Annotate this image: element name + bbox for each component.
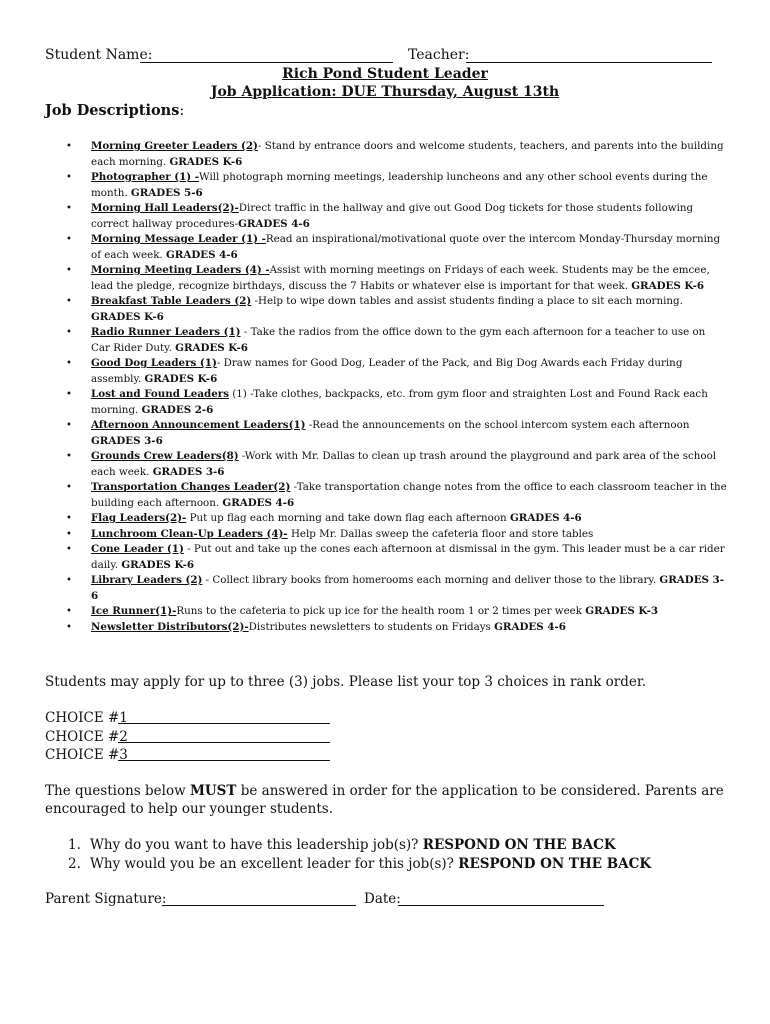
job-item [62,511,727,527]
job-item [62,449,727,480]
bullet-icon: • [66,389,72,400]
job-item [62,139,727,170]
job-descriptions-heading [45,102,184,119]
job-name: Morning Greeter Leaders (2) [91,140,258,152]
job-name: Radio Runner Leaders (1) [91,326,241,338]
job-description: Runs to the cafeteria to pick up ice for the health room 1 or 2 times per week [176,605,586,617]
teacher-label: Teacher: [408,47,470,63]
bullet-icon: • [66,575,72,586]
choice-row-1 [45,709,128,728]
job-item [62,325,727,356]
job-item [62,356,727,387]
teacher-name-line[interactable] [466,47,712,63]
job-grades: GRADES 4-6 [509,512,582,524]
question-respond-2: RESPOND ON THE BACK [458,855,652,872]
question-text-2: Why would you be an excellent leader for this job(s)? [90,855,459,872]
form-subtitle [0,84,770,100]
header-fields-row [45,47,725,67]
questions-intro [45,782,735,818]
job-grades: GRADES 4-6 [222,496,295,509]
job-grades: GRADES K-6 [169,155,243,168]
job-name: Breakfast Table Leaders (2) [91,295,252,307]
job-name: Library Leaders (2) [91,574,203,586]
signature-row [45,891,725,911]
question-respond-1: RESPOND ON THE BACK [422,837,616,853]
job-item [62,418,727,449]
bullet-icon: • [66,528,72,540]
job-description: - Take the radios from the office down to the gym each afternoon for a teacher to use on Car Rider Duty. [91,326,706,354]
job-name: Grounds Crew Leaders(8) [91,450,239,462]
job-item [62,170,727,201]
bullet-icon: • [66,327,72,338]
choices-block [45,709,128,765]
job-grades: GRADES 5-6 [130,186,203,199]
job-item [62,201,727,232]
job-description: Put up flag each morning and take down flag each afternoon [186,512,510,524]
title-line-2: Job Application: DUE Thursday, August 13th [210,84,560,100]
job-name: Transportation Changes Leader(2) [91,481,291,493]
job-name: Newsletter Distributors(2)- [91,620,249,633]
job-description: Assist with morning meetings on Fridays of each week. Students may be the emcee, lead the pledge, recognize birthdays, discuss the 7 Habits or whatever else is important for that week. [91,264,710,292]
question-number-2: 2. [68,855,81,872]
job-name: Morning Meeting Leaders (4) - [91,264,270,276]
job-descriptions-heading-text: Job Descriptions [45,102,180,119]
job-name: Afternoon Announcement Leaders(1) [91,419,306,431]
job-description: Distributes newsletters to students on Fridays [248,620,495,633]
job-description: - Draw names for Good Dog, Leader of the Pack, and Big Dog Awards each Friday during assembly. [91,357,683,385]
question-number-1: 1. [68,837,81,853]
choice-label-2: CHOICE #2 [45,728,128,745]
bullet-icon: • [66,296,72,307]
job-description: Help Mr. Dallas sweep the cafeteria floor and store tables [287,527,594,540]
job-grades: GRADES 3-6 [91,434,163,447]
choice-line-2[interactable] [118,728,330,743]
job-name: Ice Runner(1)- [91,605,177,617]
job-description: Direct traffic in the hallway and give out Good Dog tickets for those students following correct hallway procedures- [91,202,694,230]
parent-signature-label: Parent Signature: [45,891,167,907]
date-line[interactable] [398,891,604,906]
bullet-icon: • [66,265,72,276]
apply-instructions: Students may apply for up to three (3) jobs. Please list your top 3 choices in rank order. [45,674,647,690]
job-description: -Read the announcements on the school intercom system each afternoon [305,419,690,431]
job-description: - Put out and take up the cones each afternoon at dismissal in the gym. This leader must be a car rider daily. [91,543,725,571]
job-description: (1) -Take clothes, backpacks, etc. from gym floor and straighten Lost and Found Rack each morning. [91,388,708,416]
bullet-icon: • [66,358,72,369]
job-name: Cone Leader (1) [91,543,184,555]
job-item [62,620,727,636]
job-item [62,263,727,294]
job-description: - Stand by entrance doors and welcome students, teachers, and parents into the building each morning. [91,140,724,168]
choice-label-1: CHOICE #1 [45,710,128,726]
job-grades: GRADES 4-6 [165,248,238,261]
job-name: Good Dog Leaders (1) [91,357,217,369]
job-grades: GRADES 4-6 [494,620,566,633]
date-label: Date: [364,891,401,907]
job-grades: GRADES K-6 [175,341,248,354]
bullet-icon: • [66,513,72,524]
form-title [0,66,770,82]
job-descriptions-colon: : [179,103,185,119]
bullet-icon: • [66,451,72,462]
choice-row-3 [45,746,128,765]
choice-row-2 [45,728,128,747]
job-grades: GRADES K-6 [144,372,218,385]
job-item [62,294,727,325]
questions-list [68,836,651,873]
bullet-icon: • [66,141,72,152]
job-name: Photographer (1) - [91,171,200,183]
choice-label-3: CHOICE #3 [45,747,128,763]
job-name: Lost and Found Leaders [91,388,229,400]
job-item [62,604,727,620]
title-line-1: Rich Pond Student Leader [282,66,488,82]
questions-intro-after: be answered in order for the application to be considered. Parents are encouraged to help our younger students. [45,783,724,817]
job-item [62,527,727,543]
job-grades: GRADES K-6 [631,279,705,292]
question-text-1: Why do you want to have this leadership job(s)? [90,837,423,853]
job-grades: GRADES 3-6 [91,574,724,602]
job-name: Flag Leaders(2)- [91,512,187,524]
student-name-label: Student Name: [45,47,153,63]
question-item-1 [68,836,651,855]
job-grades: GRADES 2-6 [141,403,214,416]
job-item [62,232,727,263]
job-grades: GRADES K-6 [91,310,164,323]
job-description: -Take transportation change notes from the office to each classroom teacher in the building each afternoon. [91,481,727,509]
job-grades: GRADES K-6 [121,558,195,571]
bullet-icon: • [66,203,72,214]
choice-line-3[interactable] [118,746,330,761]
student-name-line[interactable] [140,47,393,63]
job-name: Morning Hall Leaders(2)- [91,202,239,214]
job-item [62,480,727,511]
job-description: - Collect library books from homerooms each morning and deliver those to the library. [202,574,660,586]
job-list [62,139,727,635]
question-item-2 [68,855,651,874]
bullet-icon: • [66,482,72,493]
job-description: -Help to wipe down tables and assist students finding a place to sit each morning. [251,295,683,307]
job-grades: GRADES 4-6 [238,217,310,230]
choice-line-1[interactable] [118,709,330,724]
bullet-icon: • [66,420,72,431]
job-description: -Work with Mr. Dallas to clean up trash around the playground and park area of the school each week. [91,450,717,478]
job-item [62,573,727,604]
job-item [62,542,727,573]
bullet-icon: • [66,606,72,617]
bullet-icon: • [66,172,72,183]
questions-intro-emphasis: MUST [189,783,237,799]
job-item [62,387,727,418]
bullet-icon: • [66,621,72,633]
parent-signature-line[interactable] [162,891,356,906]
job-description: Will photograph morning meetings, leadership luncheons and any other school events during the month. [91,171,708,199]
job-grades: GRADES K-3 [585,605,659,617]
bullet-icon: • [66,544,72,555]
job-name: Lunchroom Clean-Up Leaders (4)- [91,527,288,540]
job-grades: GRADES 3-6 [152,465,225,478]
job-name: Morning Message Leader (1) - [91,233,266,245]
bullet-icon: • [66,234,72,245]
job-description: Read an inspirational/motivational quote over the intercom Monday-Thursday morning of each week. [91,233,721,261]
questions-intro-before: The questions below [45,783,190,799]
